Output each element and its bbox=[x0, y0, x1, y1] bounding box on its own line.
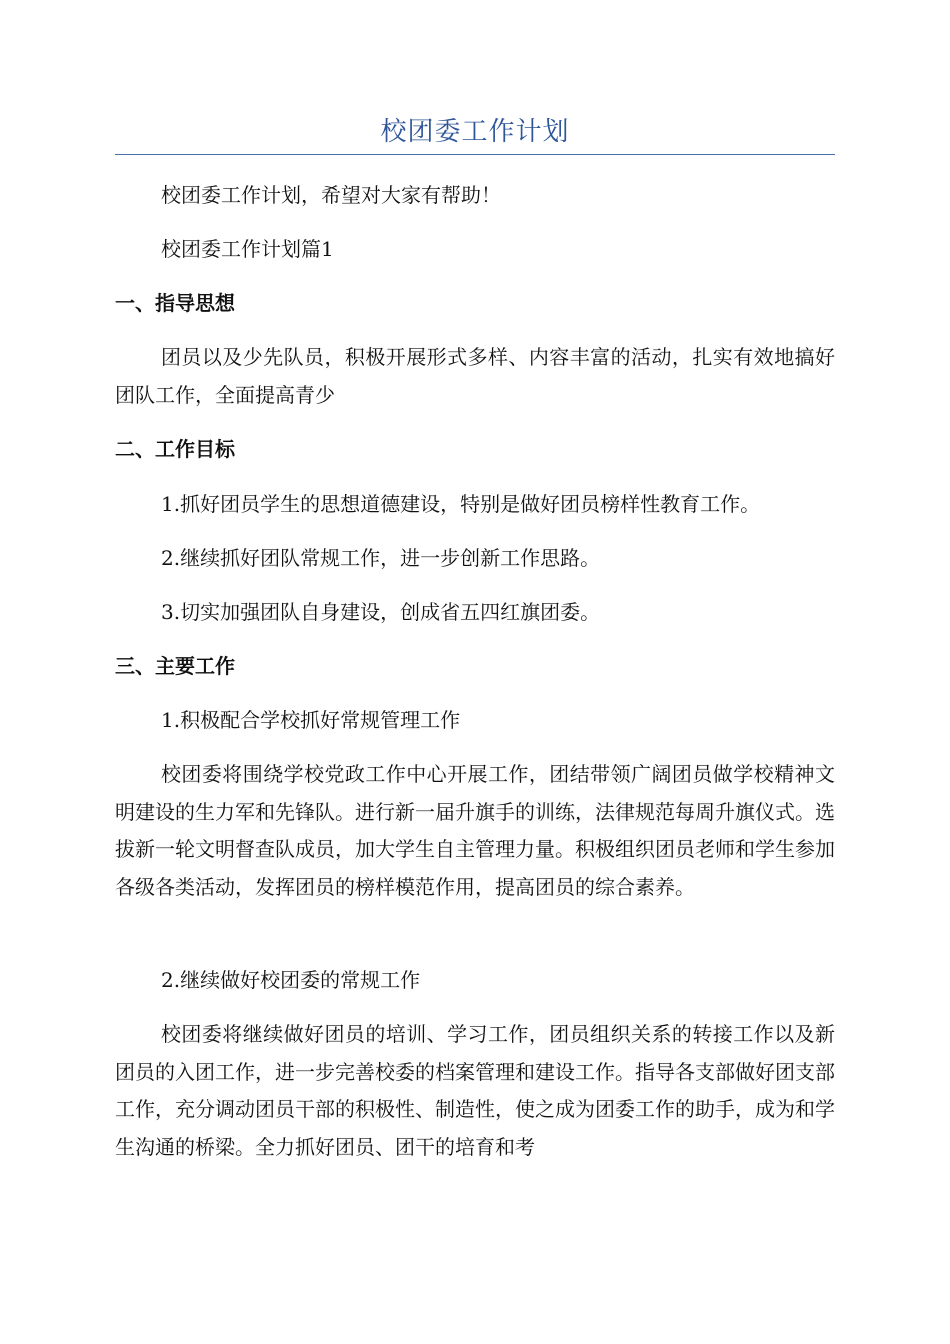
part-title: 校团委工作计划篇1 bbox=[161, 237, 334, 261]
section-heading-main-work: 三、主要工作 bbox=[115, 654, 235, 678]
subsection-body-regular-work: 校团委将继续做好团员的培训、学习工作，团员组织关系的转接工作以及新团员的入团工作，进一步完善校委的档案管理和建设工作。指导各支部做好团支部工作，充分调动团员干部的积极性、制造性，使之成为团委工作的助手，成为和学生沟通的桥梁。全力抓好团员、团干的培育和考 bbox=[115, 1022, 835, 1159]
goal-item-3: 3.切实加强团队自身建设，创成省五四红旗团委。 bbox=[161, 600, 601, 624]
subsection-body-routine-management: 校团委将围绕学校党政工作中心开展工作，团结带领广阔团员做学校精神文明建设的生力军和先锋队。进行新一届升旗手的训练，法律规范每周升旗仪式。选拔新一轮文明督查队成员，加大学生自主管理力量。积极组织团员老师和学生参加各级各类活动，发挥团员的榜样模范作用，提高团员的综合素养。 bbox=[115, 762, 835, 899]
goal-item-1: 1.抓好团员学生的思想道德建设，特别是做好团员榜样性教育工作。 bbox=[161, 492, 761, 516]
subsection-title-routine-management: 1.积极配合学校抓好常规管理工作 bbox=[161, 708, 461, 732]
subsection-title-regular-work: 2.继续做好校团委的常规工作 bbox=[161, 968, 421, 992]
section-heading-work-goals: 二、工作目标 bbox=[115, 437, 235, 461]
section-heading-guiding-ideology: 一、指导思想 bbox=[115, 291, 235, 315]
title-underline bbox=[115, 154, 835, 155]
document-title: 校团委工作计划 bbox=[380, 117, 570, 147]
section-body-guiding-ideology: 团员以及少先队员，积极开展形式多样、内容丰富的活动，扎实有效地搞好团队工作，全面提高青少 bbox=[115, 345, 835, 407]
goal-item-2: 2.继续抓好团队常规工作，进一步创新工作思路。 bbox=[161, 546, 601, 570]
intro-text: 校团委工作计划，希望对大家有帮助！ bbox=[161, 183, 501, 207]
